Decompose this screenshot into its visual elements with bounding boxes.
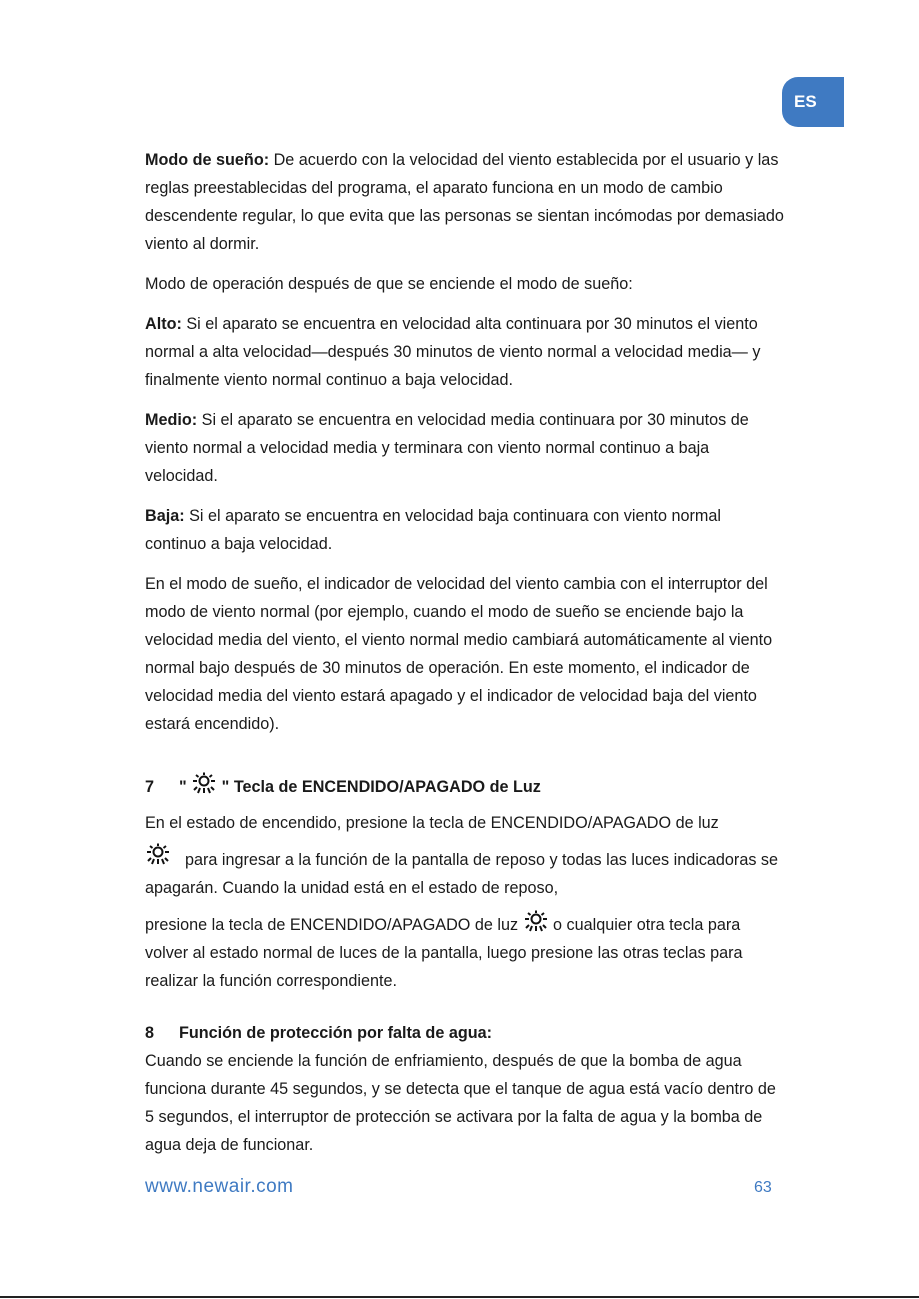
label-high: Alto: (145, 315, 182, 333)
language-tab: ES (782, 77, 844, 127)
section-7-line-2-text: para ingresar a la función de la pantalla de reposo y todas las luces indicadoras se apagarán. Cuando la unidad está en el estado de reposo, (145, 851, 779, 897)
footer-url-link[interactable]: www.newair.com (145, 1176, 294, 1197)
text-low: Si el aparato se encuentra en velocidad baja continuara con viento normal continuo a baja velocidad. (145, 507, 721, 553)
label-low: Baja: (145, 507, 185, 525)
section-7-number: 7 (145, 778, 155, 796)
text-high: Si el aparato se encuentra en velocidad alta continuara por 30 minutos el viento normal a alta velocidad—después 30 minutos de viento normal a velocidad media— y finalmente viento normal continuo a baja velocidad. (145, 315, 761, 389)
light-bulb-icon (523, 910, 549, 934)
paragraph-low (145, 502, 785, 558)
section-7-line-3 (145, 910, 785, 995)
text-sleep-mode: De acuerdo con la velocidad del viento establecida por el usuario y las reglas preestablecidas del programa, el aparato funciona en un modo de cambio descendente regular, lo que evita que las personas se sientan incómodas por demasiado viento al dormir. (145, 151, 784, 253)
section-7-heading (145, 772, 785, 801)
section-8-text: Cuando se enciende la función de enfriamiento, después de que la bomba de agua funciona durante 45 segundos, y se detecta que el tanque de agua está vacío dentro de 5 segundos, el interruptor de protección se activara por la falta de agua y la bomba de agua deja de funcionar. (145, 1052, 776, 1154)
page-content (145, 146, 785, 1171)
bottom-border (0, 1296, 919, 1298)
page-number: 63 (754, 1179, 772, 1196)
label-sleep-mode: Modo de sueño: (145, 151, 270, 169)
paragraph-operation-mode: Modo de operación después de que se enciende el modo de sueño: (145, 275, 633, 293)
light-bulb-icon (191, 772, 217, 796)
section-7-title: " Tecla de ENCENDIDO/APAGADO de Luz (217, 778, 541, 796)
section-7-line-2 (145, 843, 785, 902)
section-7-line-1: En el estado de encendido, presione la tecla de ENCENDIDO/APAGADO de luz (145, 814, 719, 832)
light-bulb-icon (145, 843, 171, 867)
section-8-title: Función de protección por falta de agua: (179, 1024, 492, 1042)
text-medium: Si el aparato se encuentra en velocidad media continuara por 30 minutos de viento normal a velocidad media y terminara con viento normal continuo a baja velocidad. (145, 411, 749, 485)
paragraph-high (145, 310, 785, 394)
section-8-heading (145, 1019, 785, 1047)
paragraph-sleep-indicator: En el modo de sueño, el indicador de velocidad del viento cambia con el interruptor del modo de viento normal (por ejemplo, cuando el modo de sueño se enciende bajo la velocidad media del viento, el viento normal medio cambiará automáticamente al viento normal bajo después de 30 minutos de operación. En este momento, el indicador de velocidad media del viento estará apagado y el indicador de velocidad baja del viento estará encendido). (145, 575, 773, 733)
section-8-number: 8 (145, 1024, 155, 1042)
paragraph-medium (145, 406, 785, 490)
section-7-line-3a: presione la tecla de ENCENDIDO/APAGADO de luz (145, 916, 523, 934)
label-medium: Medio: (145, 411, 198, 429)
section-7-line-3b: o cualquier otra tecla para volver al estado normal de luces de la pantalla, luego presione las otras teclas para realizar la función correspondiente. (145, 916, 743, 990)
section-7-quote: " (179, 778, 187, 796)
paragraph-sleep-mode (145, 146, 785, 258)
